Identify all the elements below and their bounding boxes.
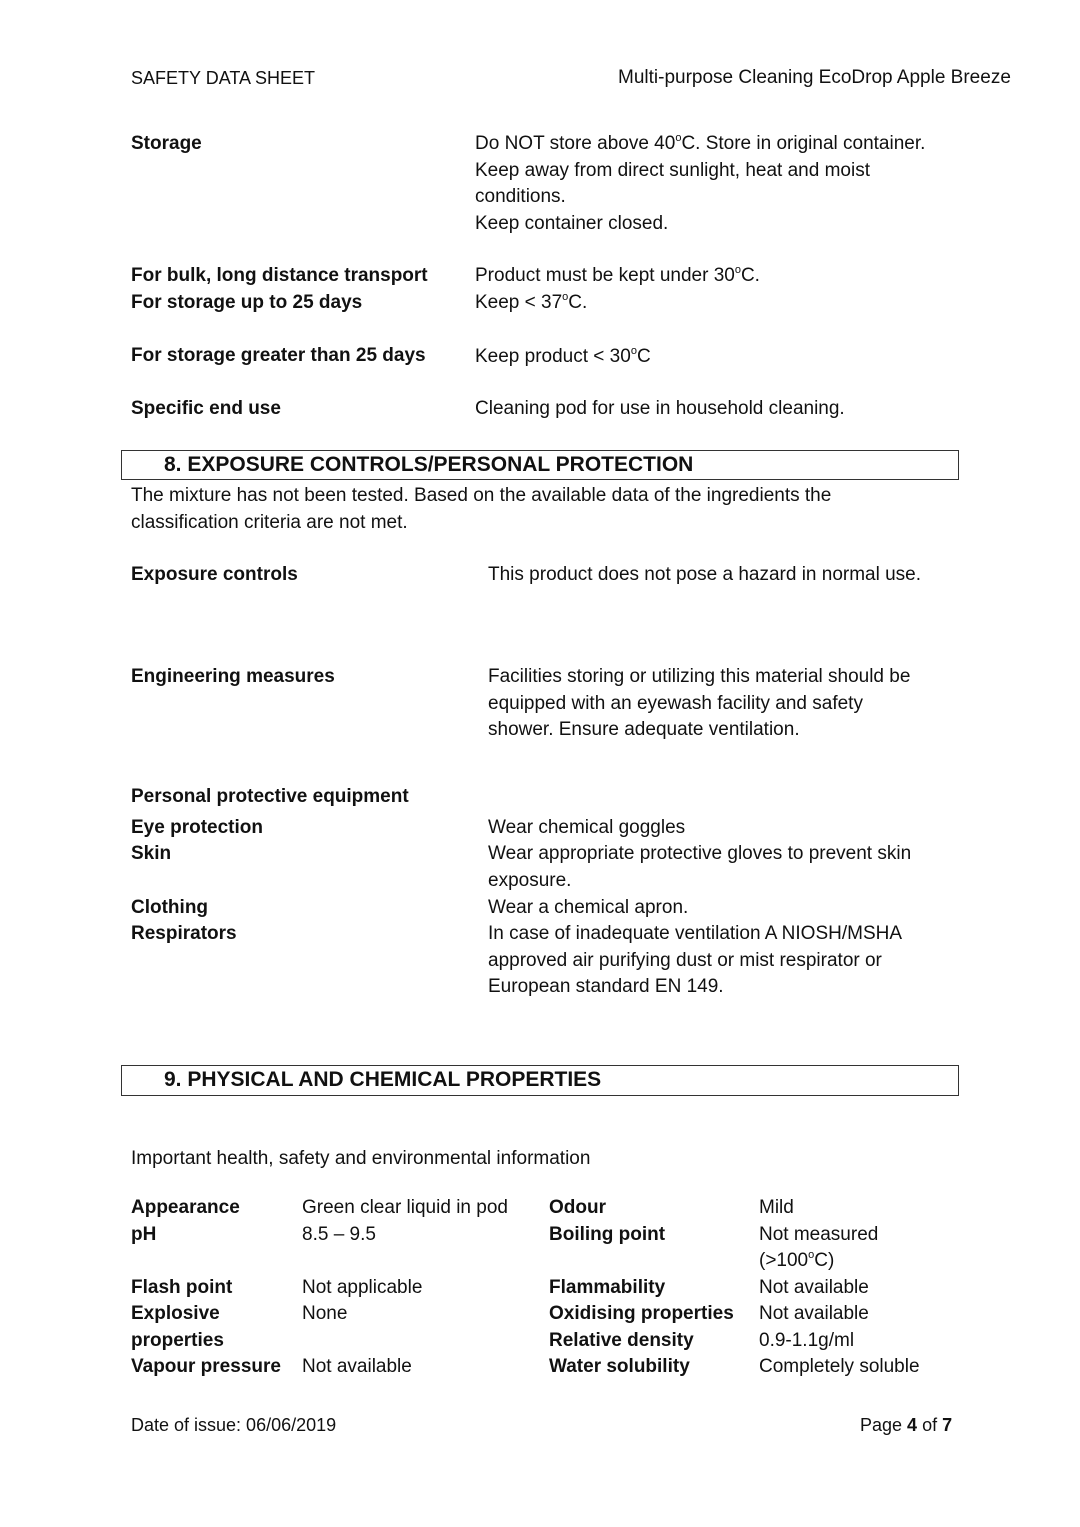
flash-point-value: Not applicable — [302, 1276, 423, 1298]
relative-density-value: 0.9-1.1g/ml — [759, 1329, 855, 1351]
section-9-intro: Important health, safety and environmental information — [131, 1148, 591, 1169]
relative-density-label: Relative density — [549, 1329, 694, 1351]
date-of-issue: Date of issue: 06/06/2019 — [131, 1415, 337, 1435]
ph-value: 8.5 – 9.5 — [302, 1223, 376, 1245]
storage-value: Do NOT store above 40$^o$C. Store in original container. Keep away from direct sunlight, heat and moist conditions. Keep container closed. — [475, 132, 926, 234]
properties-left-labels: Appearance pH Flash point Explosive properties Vapour pressure — [131, 1195, 281, 1381]
appearance-label: Appearance — [131, 1197, 240, 1218]
section-9-heading-box — [121, 1065, 959, 1096]
eye-protection-label: Eye protection — [131, 817, 263, 838]
section-8-intro: The mixture has not been tested. Based on the available data of the ingredients the classification criteria are not met. — [131, 485, 832, 533]
specific-end-use-value: Cleaning pod for use in household cleaning. — [475, 398, 845, 419]
bulk-transport-label: For bulk, long distance transport — [131, 265, 428, 286]
section-9-title: 9. PHYSICAL AND CHEMICAL PROPERTIES — [164, 1068, 602, 1091]
vapour-pressure-value: Not available — [302, 1356, 412, 1377]
engineering-measures-value: Facilities storing or utilizing this material should be equipped with an eyewash facility and safety shower. Ensure adequate ventilation. — [488, 666, 911, 740]
properties-right-values: Mild Not measured $(>100^oC)$ Not available Not available 0.9-1.1g/ml Completely soluble — [759, 1195, 920, 1381]
section-8-title: 8. EXPOSURE CONTROLS/PERSONAL PROTECTION — [164, 453, 694, 476]
storage-label: Storage — [131, 133, 202, 154]
properties-right-labels — [549, 1195, 734, 1381]
boiling-point-label: Boiling point — [549, 1223, 666, 1245]
oxidising-value: Not available — [759, 1303, 869, 1324]
ph-label: pH — [131, 1223, 157, 1245]
section-8-heading-box — [121, 450, 959, 480]
storage-25-days-value: Keep < $37^oC$. — [475, 291, 588, 313]
header-right: Multi-purpose Cleaning EcoDrop Apple Breeze — [618, 67, 1011, 88]
explosive-label: Explosive — [131, 1303, 220, 1324]
storage-gt-25-days-value: Keep product < $30^oC$ — [475, 345, 651, 367]
flammability-value: Not available — [759, 1276, 869, 1298]
storage-gt-25-days-label: For storage greater than 25 days — [131, 345, 426, 366]
flammability-label: Flammability — [549, 1276, 666, 1298]
eye-protection-value: Wear chemical goggles — [488, 817, 686, 838]
respirators-value: In case of inadequate ventilation A NIOSH/MSHA approved air purifying dust or mist respirator or European standard EN 149. — [488, 923, 903, 997]
skin-label: Skin — [131, 843, 172, 864]
ppe-label: Personal protective equipment — [131, 786, 409, 807]
properties-left-values — [302, 1195, 508, 1381]
vapour-pressure-label: Vapour pressure — [131, 1356, 281, 1377]
oxidising-label: Oxidising properties — [549, 1303, 734, 1324]
header-left: SAFETY DATA SHEET — [131, 68, 316, 88]
exposure-controls-label: Exposure controls — [131, 564, 298, 585]
respirators-label: Respirators — [131, 923, 237, 944]
exposure-controls-value: This product does not pose a hazard in normal use. — [488, 564, 922, 585]
page-number: Page 4 of 7 — [860, 1415, 953, 1435]
clothing-label: Clothing — [131, 897, 209, 918]
engineering-measures-label: Engineering measures — [131, 666, 335, 687]
odour-label: Odour — [549, 1197, 606, 1218]
water-solubility-value: Completely soluble — [759, 1356, 920, 1377]
odour-value: Mild — [759, 1197, 794, 1218]
bulk-transport-value: Product must be kept under 30$^o$C. — [475, 264, 760, 286]
water-solubility-label: Water solubility — [549, 1356, 690, 1377]
flash-point-label: Flash point — [131, 1276, 233, 1298]
specific-end-use-label: Specific end use — [131, 398, 281, 419]
skin-value: Wear appropriate protective gloves to prevent skin exposure. — [488, 843, 912, 891]
boiling-point-value: Not measured — [759, 1223, 879, 1245]
clothing-value: Wear a chemical apron. — [488, 897, 689, 918]
storage-25-days-label: For storage up to 25 days — [131, 292, 363, 313]
explosive-value: None — [302, 1303, 348, 1324]
appearance-value: Green clear liquid in pod — [302, 1197, 508, 1218]
